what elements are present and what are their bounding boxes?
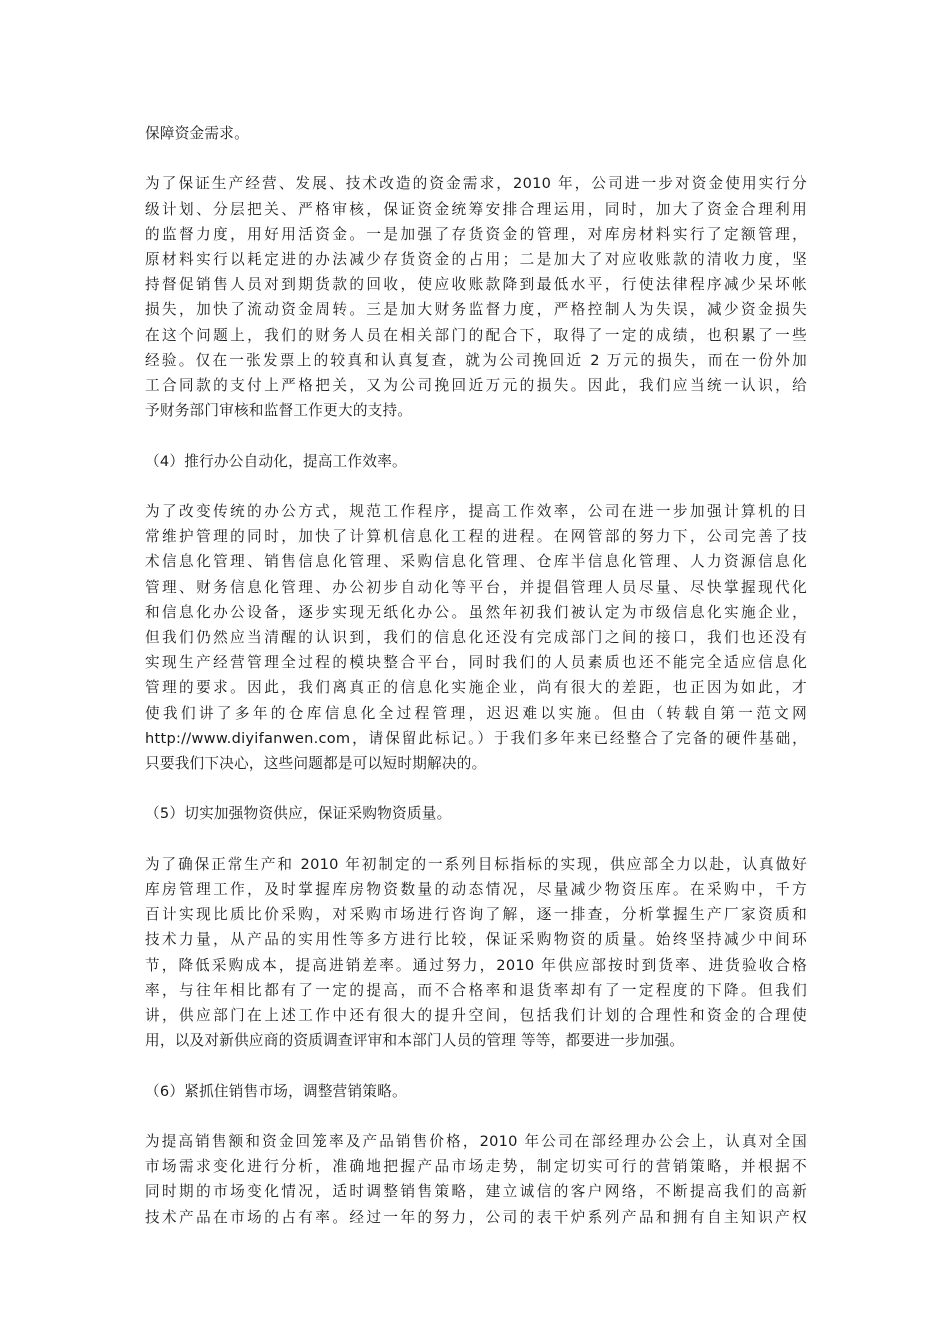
text-line: （6）紧抓住销售市场，调整营销策略。 <box>145 1082 407 1100</box>
text-line: 为提高销售额和资金回笼率及产品销售价格，2010 年公司在部经理办公会上，认真对全国 <box>145 1133 807 1151</box>
text-line: 在这个问题上，我们的财务人员在相关部门的配合下，取得了一定的成绩，也积累了一些 <box>145 326 807 344</box>
text-line: 只要我们下决心，这些问题都是可以短时期解决的。 <box>145 755 487 773</box>
text-line: http://www.diyifanwen.com，请保留此标记。）于我们多年来已经整合了完备的硬件基础， <box>145 729 807 747</box>
text-line: 但我们仍然应当清醒的认识到，我们的信息化还没有完成部门之间的接口，我们也还没有 <box>145 629 807 647</box>
text-line: 库房管理工作，及时掌握库房物资数量的动态情况，尽量减少物资压库。在采购中，千方 <box>145 881 807 899</box>
text-line: 为了保证生产经营、发展、技术改造的资金需求，2010 年，公司进一步对资金使用实行分 <box>145 175 807 193</box>
text-line: 术信息化管理、销售信息化管理、采购信息化管理、仓库半信息化管理、人力资源信息化 <box>145 553 807 571</box>
text-line: 原材料实行以耗定进的办法减少存货资金的占用；二是加大了对应收账款的清收力度，坚 <box>145 251 807 268</box>
text-line: 技术产品在市场的占有率。经过一年的努力，公司的表干炉系列产品和拥有自主知识产权 <box>145 1208 807 1226</box>
text-line: （4）推行办公自动化，提高工作效率。 <box>145 452 407 470</box>
text-line: 节，降低采购成本，提高进销差率。通过努力，2010 年供应部按时到货率、进货验收合格 <box>145 956 807 974</box>
text-line: 为了确保正常生产和 2010 年初制定的一系列目标指标的实现，供应部全力以赴，认真做好 <box>145 855 807 873</box>
paragraph-office-automation <box>145 499 807 776</box>
paragraph-sales-market <box>145 1129 807 1230</box>
paragraph-gap <box>145 474 807 499</box>
paragraph-gap <box>145 1053 807 1078</box>
text-line: 为了改变传统的办公方式，规范工作程序，提高工作效率，公司在进一步加强计算机的日 <box>145 503 807 520</box>
text-line: 损失，加快了流动资金周转。三是加大财务监督力度，严格控制人为失误，减少资金损失 <box>145 301 807 319</box>
paragraph-gap <box>145 1104 807 1129</box>
text-line: 级计划、分层把关、严格审核，保证资金统筹安排合理运用，同时，加大了资金合理利用 <box>145 200 807 218</box>
text-line: 同时期的市场变化情况，适时调整销售策略，建立诚信的客户网络，不断提高我们的高新 <box>145 1183 807 1201</box>
text-line: 持督促销售人员对到期货款的回收，使应收账款降到最低水平，行使法律程序减少呆坏帐 <box>145 276 807 294</box>
document-page <box>145 121 807 1230</box>
text-line: 率，与往年相比都有了一定的提高，而不合格率和退货率却有了一定程度的下降。但我们 <box>145 981 807 999</box>
text-line: 常维护管理的同时，加快了计算机信息化工程的进程。在网管部的努力下，公司完善了技 <box>145 528 807 546</box>
text-line: 管理的要求。因此，我们离真正的信息化实施企业，尚有很大的差距，也正因为如此，才 <box>145 679 807 697</box>
paragraph-gap <box>145 776 807 801</box>
text-line: 和信息化办公设备，逐步实现无纸化办公。虽然年初我们被认定为市级信息化实施企业， <box>145 603 807 621</box>
paragraph-capital-needs-tail <box>145 121 807 146</box>
section-heading-office-automation <box>145 449 807 474</box>
section-heading-sales-market <box>145 1079 807 1104</box>
text-line: 予财务部门审核和监督工作更大的支持。 <box>145 402 413 420</box>
paragraph-capital-management <box>145 171 807 423</box>
paragraph-gap <box>145 146 807 171</box>
text-line: 管理、财务信息化管理、办公初步自动化等平台，并提倡管理人员尽量、尽快掌握现代化 <box>145 578 807 596</box>
text-line: 技术力量，从产品的实用性等多方进行比较，保证采购物资的质量。始终坚持减少中间环 <box>145 931 807 949</box>
text-line: 的监督力度，用好用活资金。一是加强了存货资金的管理，对库房材料实行了定额管理， <box>145 225 807 243</box>
text-line: （5）切实加强物资供应，保证采购物资质量。 <box>145 805 452 823</box>
text-line: 实现生产经营管理全过程的模块整合平台，同时我们的人员素质也还不能完全适应信息化 <box>145 654 807 672</box>
text-line: 市场需求变化进行分析，准确地把握产品市场走势，制定切实可行的营销策略，并根据不 <box>145 1158 807 1176</box>
text-line: 经验。仅在一张发票上的较真和认真复查，就为公司挽回近 2 万元的损失，而在一份外加 <box>145 351 807 369</box>
paragraph-gap <box>145 827 807 852</box>
paragraph-gap <box>145 423 807 448</box>
paragraph-material-supply <box>145 852 807 1054</box>
section-heading-material-supply <box>145 801 807 826</box>
text-line: 工合同款的支付上严格把关，又为公司挽回近万元的损失。因此，我们应当统一认识，给 <box>145 377 807 395</box>
text-line: 用，以及对新供应商的资质调查评审和本部门人员的管理 等等，都要进一步加强。 <box>145 1032 685 1050</box>
text-line: 百计实现比质比价采购，对采购市场进行咨询了解，逐一排查，分析掌握生产厂家资质和 <box>145 906 807 924</box>
text-line: 使我们讲了多年的仓库信息化全过程管理，迟迟难以实施。但由（转载自第一范文网 <box>145 704 807 722</box>
text-line: 保障资金需求。 <box>145 125 249 142</box>
text-line: 讲，供应部门在上述工作中还有很大的提升空间，包括我们计划的合理性和资金的合理使 <box>145 1007 807 1025</box>
